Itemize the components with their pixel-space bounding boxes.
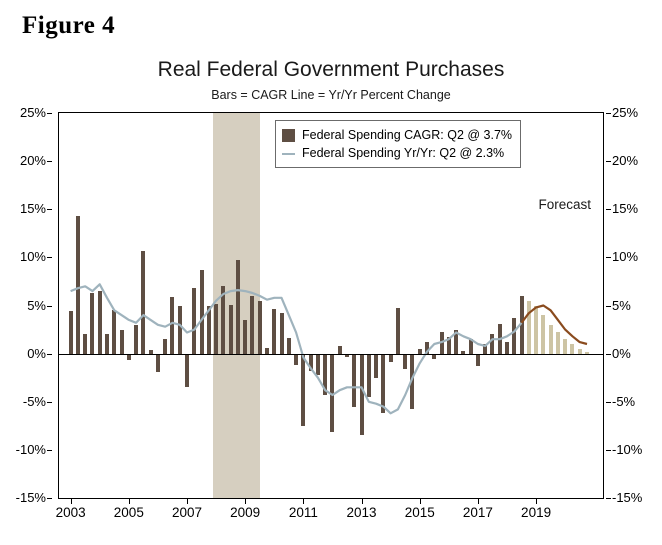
y-axis-tick-mark xyxy=(47,402,52,403)
y-axis-tick-mark xyxy=(47,498,52,499)
y-axis-tick-mark xyxy=(47,450,52,451)
y-axis-tick-mark xyxy=(606,498,611,499)
chart-legend xyxy=(275,120,521,168)
line-layer xyxy=(59,113,603,498)
legend-label-yryr: Federal Spending Yr/Yr: Q2 @ 2.3% xyxy=(302,146,505,160)
x-axis-tick-label: 2005 xyxy=(113,505,144,520)
x-axis-tick-label: 2009 xyxy=(230,505,261,520)
y-axis-tick-mark xyxy=(606,113,611,114)
y-axis-tick-mark xyxy=(47,113,52,114)
chart-subtitle: Bars = CAGR Line = Yr/Yr Percent Change xyxy=(211,88,451,102)
y-axis-tick-label: 10% xyxy=(612,249,639,265)
legend-item-cagr xyxy=(282,126,512,144)
y-axis-tick-label: 0% xyxy=(612,345,631,361)
y-axis-tick-label: 10% xyxy=(19,249,46,265)
legend-label-cagr: Federal Spending CAGR: Q2 @ 3.7% xyxy=(302,128,513,142)
yryr-line xyxy=(59,113,603,498)
x-axis-tick-label: 2007 xyxy=(171,505,203,520)
y-axis-tick-label: 20% xyxy=(19,153,46,169)
x-axis-tick-mark xyxy=(303,499,304,504)
x-axis-tick-mark xyxy=(71,499,72,504)
y-axis-tick-label: -5% xyxy=(612,393,636,409)
y-axis-tick-mark xyxy=(606,450,611,451)
figure-label: Figure 4 xyxy=(22,12,116,39)
y-axis-tick-mark xyxy=(47,354,52,355)
y-axis-tick-mark xyxy=(606,161,611,162)
legend-swatch-line-icon xyxy=(282,147,295,160)
x-axis-tick-label: 2011 xyxy=(288,505,318,520)
y-axis-left xyxy=(0,105,52,505)
y-axis-right xyxy=(606,105,658,505)
y-axis-tick-mark xyxy=(606,354,611,355)
y-axis-tick-label: -5% xyxy=(22,393,46,409)
y-axis-tick-mark xyxy=(606,257,611,258)
x-axis xyxy=(55,499,604,529)
y-axis-tick-mark xyxy=(606,402,611,403)
plot-area xyxy=(58,112,604,499)
x-axis-tick-mark xyxy=(536,499,537,504)
legend-swatch-bar-icon xyxy=(282,129,295,142)
x-axis-tick-mark xyxy=(129,499,130,504)
y-axis-tick-label: 20% xyxy=(612,153,639,169)
y-axis-tick-label: -15% xyxy=(612,490,643,505)
y-axis-tick-label: 15% xyxy=(19,201,46,217)
y-axis-tick-label: 25% xyxy=(612,105,639,120)
y-axis-tick-mark xyxy=(47,306,52,307)
y-axis-tick-label: 25% xyxy=(19,105,46,120)
y-axis-tick-mark xyxy=(47,161,52,162)
x-axis-tick-mark xyxy=(420,499,421,504)
y-axis-tick-label: -15% xyxy=(15,490,46,505)
x-axis-tick-label: 2019 xyxy=(521,505,552,520)
chart-title: Real Federal Government Purchases xyxy=(157,58,505,81)
y-axis-tick-label: 15% xyxy=(612,201,639,217)
legend-item-yryr xyxy=(282,144,512,162)
x-axis-tick-label: 2017 xyxy=(462,505,493,520)
x-axis-tick-mark xyxy=(362,499,363,504)
y-axis-tick-label: -10% xyxy=(15,441,46,457)
y-axis-tick-mark xyxy=(47,257,52,258)
x-axis-tick-mark xyxy=(245,499,246,504)
x-axis-tick-label: 2013 xyxy=(346,505,377,520)
y-axis-tick-mark xyxy=(606,306,611,307)
zero-line xyxy=(59,354,603,355)
y-axis-tick-mark xyxy=(47,209,52,210)
x-axis-tick-mark xyxy=(187,499,188,504)
y-axis-tick-mark xyxy=(606,209,611,210)
x-axis-tick-mark xyxy=(478,499,479,504)
plot-wrapper xyxy=(58,112,604,499)
y-axis-tick-label: 0% xyxy=(27,345,46,361)
x-axis-tick-label: 2015 xyxy=(404,505,435,520)
forecast-annotation: Forecast xyxy=(538,197,591,212)
y-axis-tick-label: -10% xyxy=(612,441,643,457)
y-axis-tick-label: 5% xyxy=(612,297,631,313)
y-axis-tick-label: 5% xyxy=(27,297,46,313)
x-axis-tick-label: 2003 xyxy=(55,505,86,520)
